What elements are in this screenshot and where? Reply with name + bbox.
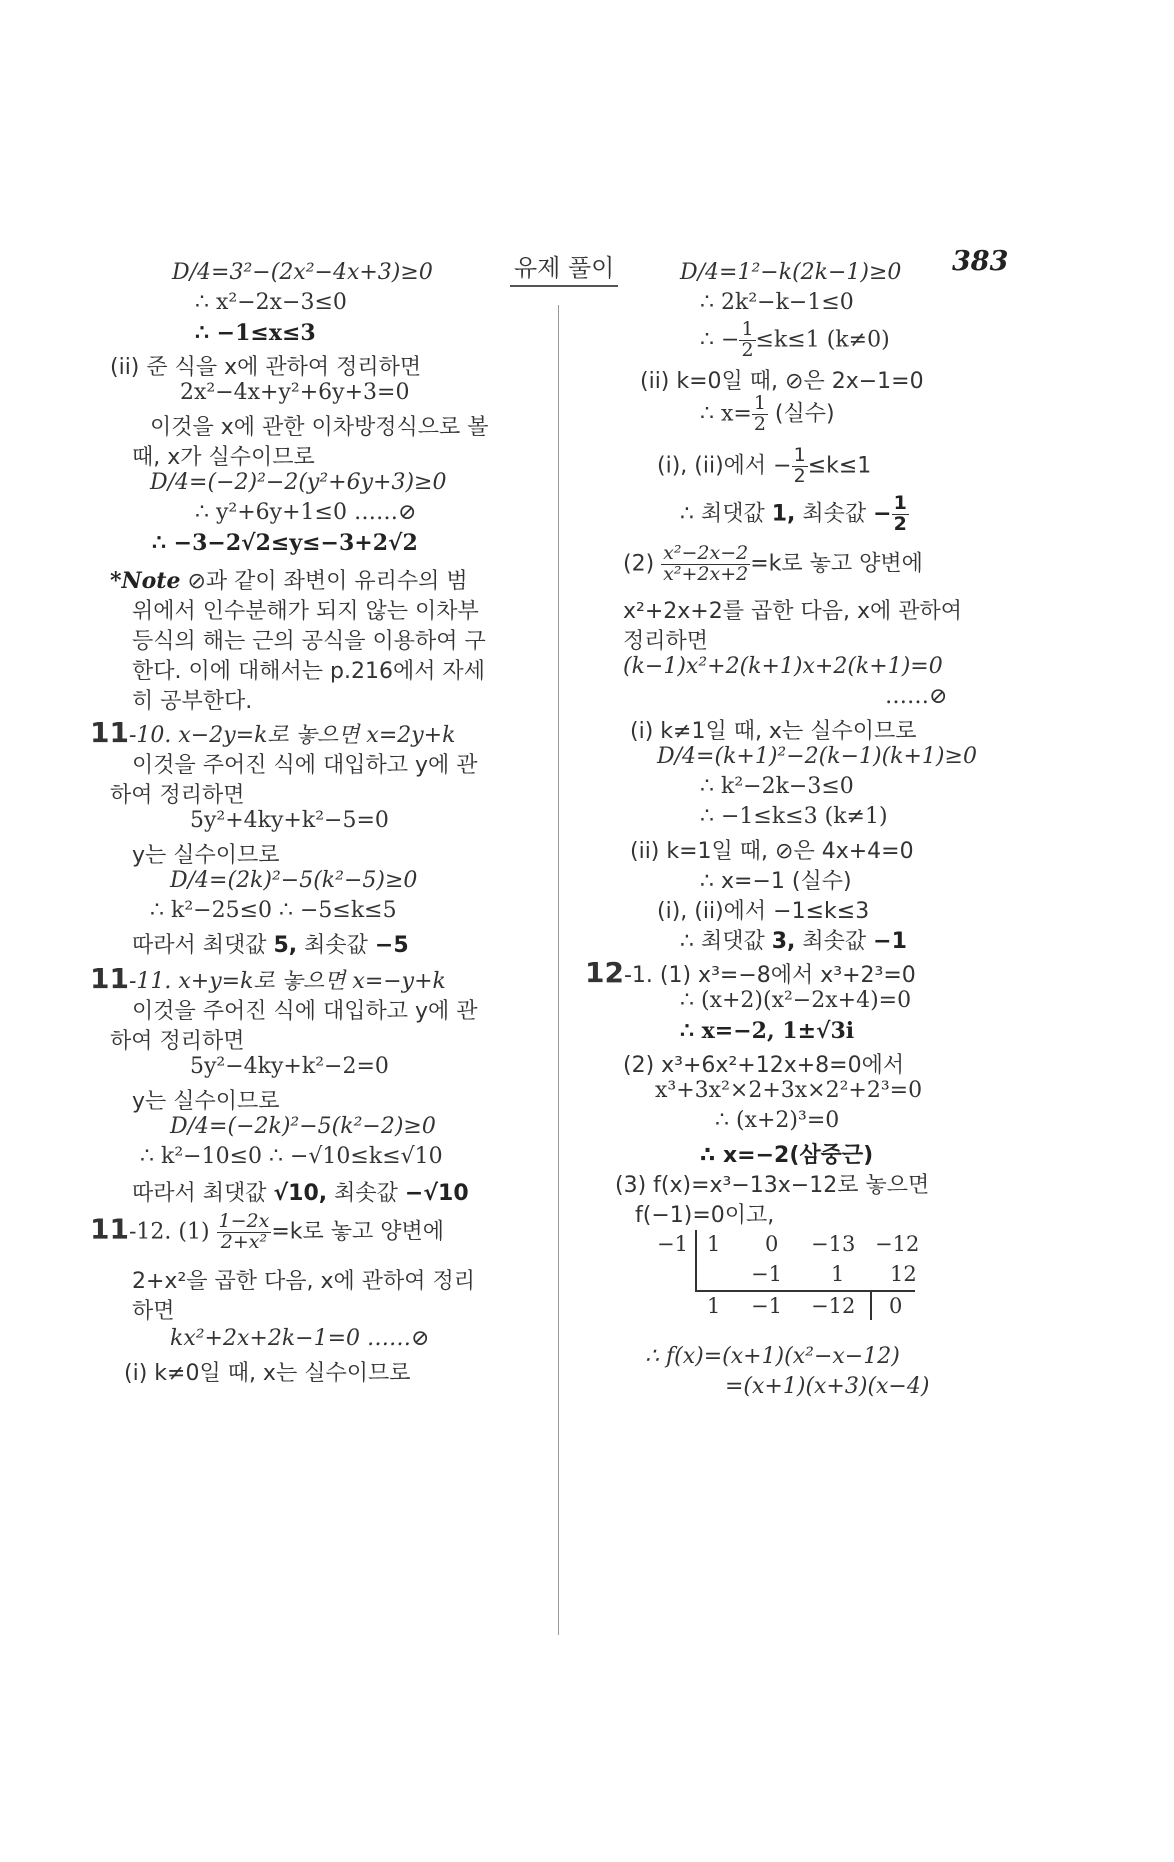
eq-line: =(x+1)(x+3)(x−4) xyxy=(725,1374,930,1399)
answer-label: 따라서 최댓값 xyxy=(132,933,274,958)
numerator: 1 xyxy=(753,392,766,414)
eq-line: kx²+2x+2k−1=0 ……⊘ xyxy=(170,1326,430,1351)
denominator: 2 xyxy=(741,338,754,361)
min-value: − xyxy=(873,501,892,527)
result-line: ∴ x=−2, 1±√3i xyxy=(680,1018,855,1044)
eq-line: (k−1)x²+2(k+1)x+2(k+1)=0 xyxy=(623,654,943,679)
problem-head: -1. (1) x³=−8에서 x³+2³=0 xyxy=(623,963,916,988)
eq-line: D/4=(k+1)²−2(k−1)(k+1)≥0 xyxy=(657,744,977,769)
division-cell: −12 xyxy=(875,1232,920,1256)
eq-line: ∴ k²−2k−3≤0 xyxy=(700,774,854,799)
text-line: f(−1)=0이고, xyxy=(635,1203,775,1228)
denominator: 2 xyxy=(793,464,806,487)
numerator: 1 xyxy=(793,444,806,466)
denominator: x²+2x+2 xyxy=(663,562,749,585)
answer-label: 최솟값 xyxy=(327,1181,405,1206)
text-line: (ii) k=0일 때, ⊘은 2x−1=0 xyxy=(640,369,924,394)
remainder-box-line xyxy=(870,1292,872,1320)
text-line: (3) f(x)=x³−13x−12로 놓으면 xyxy=(615,1173,930,1198)
division-remainder: 0 xyxy=(889,1294,903,1318)
text: ∴ x= xyxy=(700,401,752,427)
division-cell: −12 xyxy=(811,1294,856,1318)
text-line: 정리하면 xyxy=(623,629,709,654)
problem-head: -11. x+y=k로 놓으면 x=−y+k xyxy=(128,969,446,994)
text: (실수) xyxy=(767,401,835,427)
text: =k로 놓고 양변에 xyxy=(750,551,923,577)
text-line: 하면 xyxy=(132,1299,175,1324)
note-label: *Note xyxy=(110,568,181,594)
max-value: 5, xyxy=(273,933,298,958)
text: ∴ − xyxy=(700,327,740,353)
eq-line: ∴ y²+6y+1≤0 ……⊘ xyxy=(195,500,417,525)
eq-line xyxy=(623,544,923,585)
text-line: (ii) 준 식을 x에 관하여 정리하면 xyxy=(110,355,422,380)
max-value: √10, xyxy=(273,1181,328,1206)
fraction xyxy=(217,1212,272,1253)
problem-head: -10. x−2y=k로 놓으면 x=2y+k xyxy=(128,723,456,748)
problem-12-1-heading xyxy=(585,956,916,989)
result-line: ∴ x=−2(삼중근) xyxy=(700,1143,874,1168)
eq-line: ∴ −1≤k≤3 (k≠1) xyxy=(700,804,888,829)
text: ≤k≤1 (k≠0) xyxy=(755,327,890,353)
problem-11-11-heading xyxy=(90,962,446,995)
answer-label: ∴ 최댓값 xyxy=(680,929,772,954)
text-line: ∴ x=−1 (실수) xyxy=(700,869,852,894)
result-line: ∴ −3−2√2≤y≤−3+2√2 xyxy=(152,530,418,556)
division-root: −1 xyxy=(657,1232,688,1256)
numerator: 1−2x xyxy=(218,1210,270,1232)
note-line xyxy=(110,564,468,595)
denominator: 2 xyxy=(893,512,907,535)
note-line: 위에서 인수분해가 되지 않는 이차부 xyxy=(132,599,479,624)
min-value: −5 xyxy=(374,933,409,958)
eq-line: D/4=(−2k)²−5(k²−2)≥0 xyxy=(170,1114,436,1139)
answer-line xyxy=(132,1176,469,1207)
text-line: y는 실수이므로 xyxy=(132,1089,280,1114)
text-line: (2) x³+6x²+12x+8=0에서 xyxy=(623,1053,905,1078)
note-text: ⊘과 같이 좌변이 유리수의 범 xyxy=(180,569,468,594)
denominator: 2+x² xyxy=(220,1230,268,1253)
division-cell: 1 xyxy=(707,1232,721,1256)
eq-line: ∴ 2k²−k−1≤0 xyxy=(700,290,854,315)
fraction xyxy=(661,544,750,585)
numerator: x²−2x−2 xyxy=(663,542,749,564)
fraction xyxy=(752,394,768,435)
answer-label: 최솟값 xyxy=(795,501,874,527)
problem-11-10-heading xyxy=(90,716,455,749)
eq-line: D/4=(2k)²−5(k²−5)≥0 xyxy=(170,868,418,893)
text-line: (i) k≠1일 때, x는 실수이므로 xyxy=(630,719,917,744)
division-vertical-line xyxy=(695,1230,697,1290)
problem-number: 12 xyxy=(585,956,624,989)
text-line: x²+2x+2를 곱한 다음, x에 관하여 xyxy=(623,599,962,624)
eq-line: D/4=(−2)²−2(y²+6y+3)≥0 xyxy=(150,470,447,495)
eq-line: ∴ (x+2)³=0 xyxy=(715,1108,840,1133)
text-line: (i) k≠0일 때, x는 실수이므로 xyxy=(124,1361,411,1386)
text-line: 하여 정리하면 xyxy=(110,1029,245,1054)
page-number: 383 xyxy=(952,246,1009,277)
min-value: −√10 xyxy=(404,1181,469,1206)
eq-line xyxy=(657,446,871,487)
eq-line: 5y²−4ky+k²−2=0 xyxy=(190,1054,389,1079)
eq-line xyxy=(700,394,835,435)
eq-line: ∴ f(x)=(x+1)(x²−x−12) xyxy=(645,1344,900,1369)
division-cell: 1 xyxy=(831,1262,845,1286)
answer-line xyxy=(680,924,907,955)
fraction xyxy=(792,446,808,487)
max-value: 3, xyxy=(771,929,796,954)
denominator: 2 xyxy=(753,412,766,435)
answer-label: ∴ 최댓값 xyxy=(680,501,772,527)
text-line: 하여 정리하면 xyxy=(110,783,245,808)
eq-line: D/4=1²−k(2k−1)≥0 xyxy=(680,260,902,285)
note-line: 등식의 해는 근의 공식을 이용하여 구 xyxy=(132,629,486,654)
eq-tag: ……⊘ xyxy=(885,684,948,709)
text: (i), (ii)에서 − xyxy=(657,453,792,479)
problem-head-cont: =k로 놓고 양변에 xyxy=(271,1219,445,1245)
max-value: 1, xyxy=(771,501,796,527)
note-line: 한다. 이에 대해서는 p.216에서 자세 xyxy=(132,659,485,684)
problem-11-12-heading xyxy=(90,1212,444,1253)
min-value: −1 xyxy=(873,929,907,954)
numerator: 1 xyxy=(741,318,754,340)
division-cell: 0 xyxy=(765,1232,779,1256)
answer-label: 최솟값 xyxy=(795,929,874,954)
text-line: 2+x²을 곱한 다음, x에 관하여 정리 xyxy=(132,1269,476,1294)
division-cell: −1 xyxy=(751,1262,782,1286)
synthetic-division xyxy=(585,1230,920,1330)
eq-line: x³+3x²×2+3x×2²+2³=0 xyxy=(655,1078,923,1103)
eq-line xyxy=(700,320,890,361)
fraction xyxy=(739,320,755,361)
text-line: (i), (ii)에서 −1≤k≤3 xyxy=(657,899,870,924)
division-cell: −13 xyxy=(811,1232,856,1256)
division-cell: −1 xyxy=(751,1294,782,1318)
problem-number: 11 xyxy=(90,962,129,995)
section-title: 유제 풀이 xyxy=(510,248,618,287)
text: (2) xyxy=(623,551,655,577)
text-line: 때, x가 실수이므로 xyxy=(132,445,315,470)
eq-line: ∴ k²−10≤0 ∴ −√10≤k≤√10 xyxy=(140,1144,443,1169)
answer-line xyxy=(680,494,909,535)
column-divider xyxy=(558,305,559,1635)
eq-line: 5y²+4ky+k²−5=0 xyxy=(190,808,389,833)
numerator: 1 xyxy=(893,492,907,514)
text: ≤k≤1 xyxy=(807,453,872,479)
answer-label: 따라서 최댓값 xyxy=(132,1181,274,1206)
note-line: 히 공부한다. xyxy=(132,689,253,714)
text-line: y는 실수이므로 xyxy=(132,843,280,868)
division-cell: 1 xyxy=(707,1294,721,1318)
eq-line: ∴ x²−2x−3≤0 xyxy=(195,290,347,315)
problem-head: -12. (1) xyxy=(128,1219,210,1245)
result-line: ∴ −1≤x≤3 xyxy=(195,320,316,346)
problem-number: 11 xyxy=(90,1212,129,1246)
eq-line: D/4=3²−(2x²−4x+3)≥0 xyxy=(172,260,433,285)
answer-label: 최솟값 xyxy=(297,933,375,958)
division-cell: 12 xyxy=(890,1262,917,1286)
text-line: 이것을 주어진 식에 대입하고 y에 관 xyxy=(132,753,478,778)
text-line: 이것을 x에 관한 이차방정식으로 볼 xyxy=(150,415,489,440)
division-horizontal-line xyxy=(695,1290,915,1292)
answer-line xyxy=(132,928,409,959)
eq-line: 2x²−4x+y²+6y+3=0 xyxy=(180,380,410,405)
text-line: (ii) k=1일 때, ⊘은 4x+4=0 xyxy=(630,839,914,864)
eq-line: ∴ k²−25≤0 ∴ −5≤k≤5 xyxy=(150,898,397,923)
text-line: 이것을 주어진 식에 대입하고 y에 관 xyxy=(132,999,478,1024)
fraction xyxy=(892,494,909,535)
problem-number: 11 xyxy=(90,716,129,749)
eq-line: ∴ (x+2)(x²−2x+4)=0 xyxy=(680,988,912,1013)
